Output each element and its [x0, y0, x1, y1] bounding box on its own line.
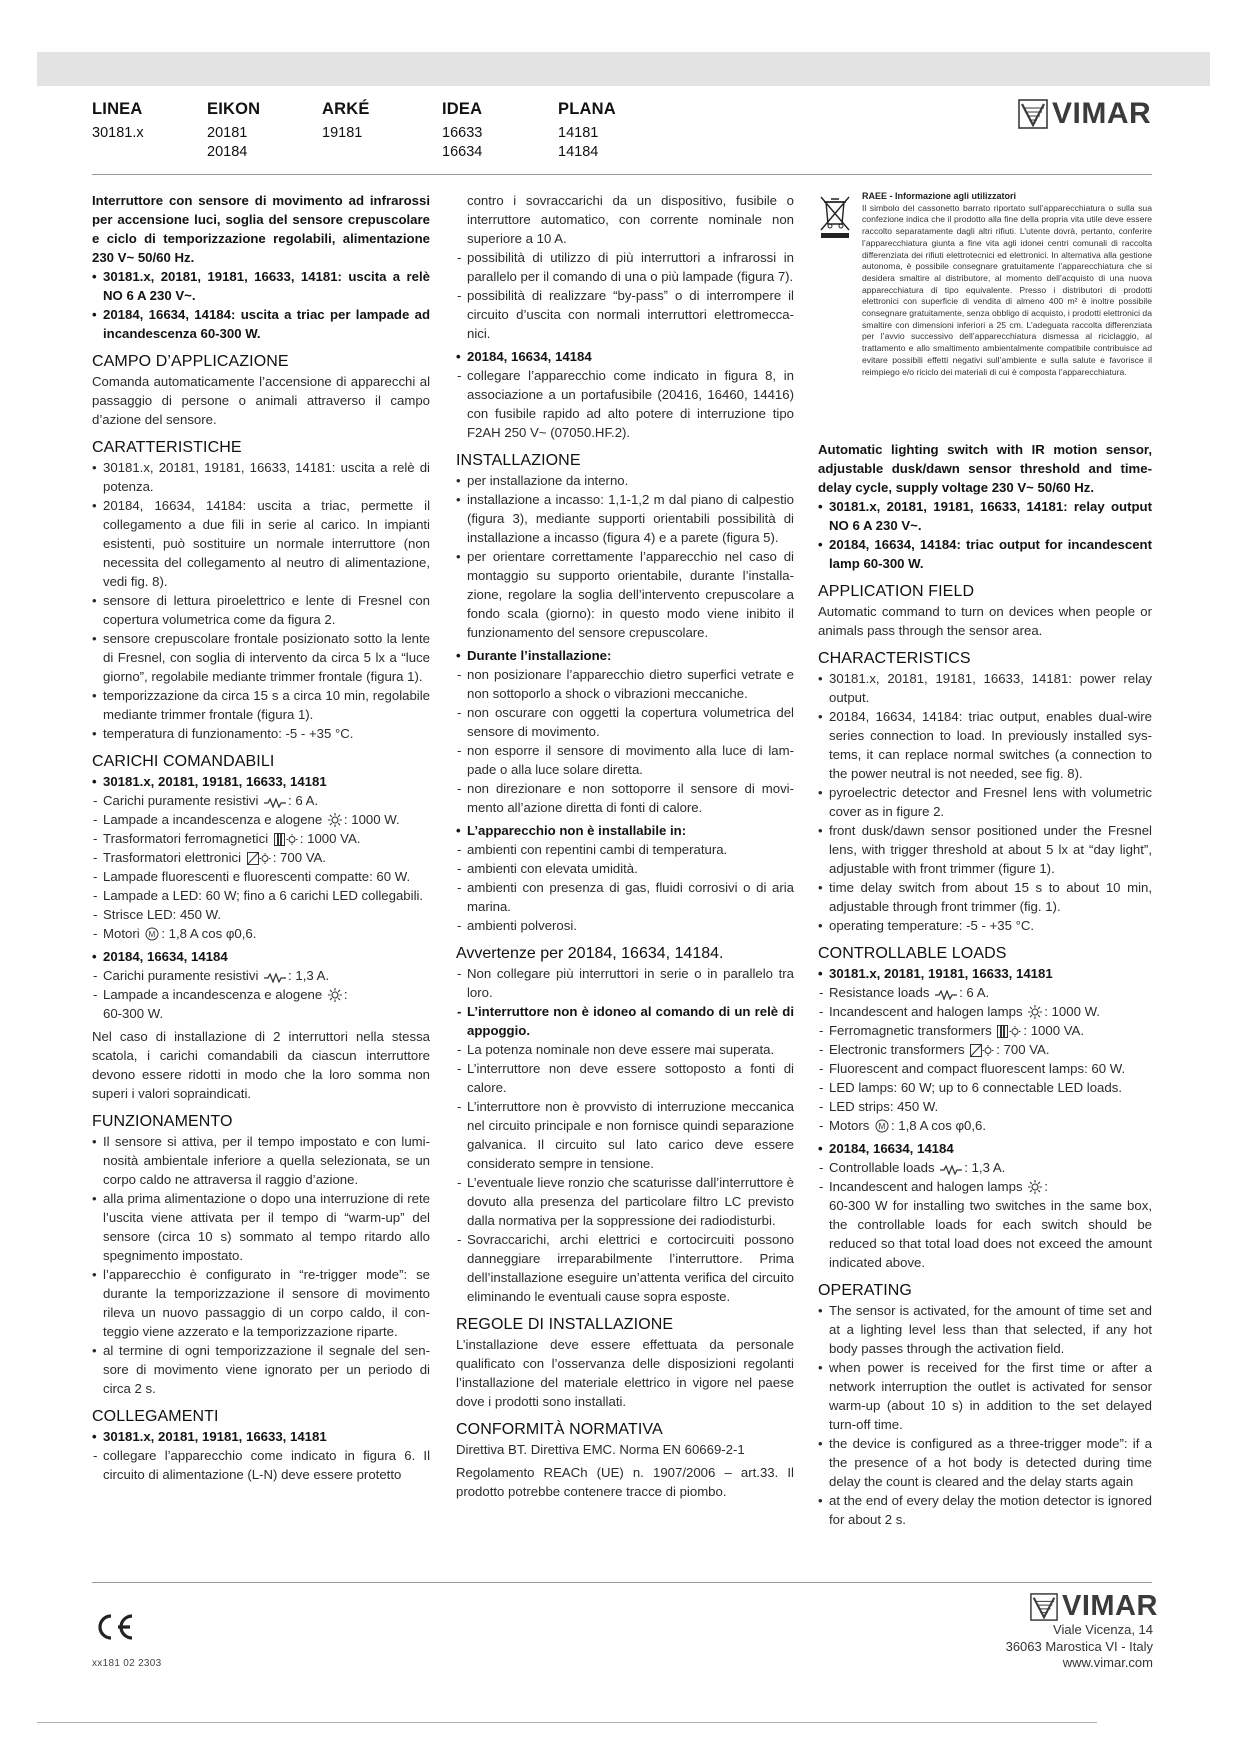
section-title: CONTROLLABLE LOADS: [818, 945, 1007, 962]
load-label: Trasformatori ferromagnetici: [103, 831, 269, 846]
intro-bullet: • 20184, 16634, 14184: uscita a triac per lampade ad incandescenza 60-300 W.: [92, 305, 430, 343]
address-line: Viale Vicenza, 14: [1053, 1622, 1153, 1637]
list-item: • per installazione da interno.: [456, 471, 794, 490]
load-value: : 1000 VA.: [299, 831, 361, 846]
list-item: [92, 810, 430, 829]
section-title: CARATTERISTICHE: [92, 439, 242, 456]
column-2: [456, 191, 794, 1501]
list-item: • 20184, 16634, 14184: uscita a triac, permette il collegamento a due fili in serie al carico. In impianti esistenti, può sostituire un normale interruttore (non necessita del collegamento al neutro di alimentazione, vedi fig. 8).: [92, 496, 430, 591]
load-value: : 700 VA.: [996, 1042, 1050, 1057]
list-item: - non oscurare con oggetti la copertura volumetrica del sensore di movimento.: [456, 703, 794, 741]
paragraph: Regolamento REACh (UE) n. 1907/2006 – art.33. Il prodotto potrebbe contenere tracce di piombo.: [456, 1465, 794, 1499]
list-item: - Sovraccarichi, archi elettrici e cortocircuiti possono danneggiare irreparabilmente l’interruttore. Prima dell’installazione eseguire un’attenta verifica del circuito eliminando le eventuali cause sopra esposte.: [456, 1230, 794, 1306]
list-item: - ambienti con presenza di gas, fluidi corrosivi o di aria marina.: [456, 878, 794, 916]
paragraph: L’installazione deve essere effettuata da personale qualificato con l’osservanza delle disposizioni regolanti l’installazione del materiale elettrico in vigore nel paese dove i prodotti sono installati.: [456, 1337, 794, 1409]
load-value: : 700 VA.: [272, 850, 326, 865]
svg-text:M: M: [878, 1122, 886, 1131]
list-item: • installazione a incasso: 1,1-1,2 m dal piano di calpestio (figura 3), mediante supporti orientabili possibilità di installazione a incasso (figura 4) e a parete (figura 5).: [456, 490, 794, 547]
line-plana: [558, 100, 616, 162]
list-item: • The sensor is activated, for the amount of time set and at a lighting level less than that selected, if any hot body passes through the activation field.: [818, 1301, 1152, 1358]
intro-text: Interruttore con sensore di movimento ad infrarossi per accensione luci, soglia del sensore crepuscolare e ciclo di temporizzazione regolabili, alimentazione 230 V~ 50/60 Hz.: [92, 193, 430, 265]
bottom-divider: [37, 1722, 1097, 1723]
ce-mark-icon: [92, 1612, 136, 1642]
section-title: CAMPO D’APPLICAZIONE: [92, 353, 289, 370]
list-item: - ambienti con repentini cambi di temperatura.: [456, 840, 794, 859]
header-bar: [37, 52, 1210, 86]
load-note: 60-300 W for installing two switches in the same box, the controllable loads for each switch should be reduced so that total load does not exceed the amount indicated above.: [829, 1198, 1152, 1270]
section-title: CONFORMITÀ NORMATIVA: [456, 1421, 663, 1438]
section-title: REGOLE DI INSTALLAZIONE: [456, 1316, 674, 1333]
crossed-bin-icon: [818, 194, 852, 238]
list-item: • Il sensore si attiva, per il tempo impostato e con luminosità ambientale inferiore a quella selezionata, se un corpo caldo ne attraversa il raggio d’azione.: [92, 1132, 430, 1189]
load-range: 60-300 W.: [103, 1006, 164, 1021]
list-item: • front dusk/dawn sensor positioned under the Fresnel lens, with trigger threshold at about 5 lx at “day light”, adjustable with front trimmer (figure 1).: [818, 821, 1152, 878]
intro-bullet: • 30181.x, 20181, 19181, 16633, 14181: relay output NO 6 A 230 V~.: [818, 497, 1152, 535]
line-name: EIKON: [207, 100, 261, 118]
lamp-icon: [1028, 1180, 1042, 1194]
load-label: Ferromagnetic transformers: [829, 1023, 992, 1038]
line-code: 14181: [558, 125, 599, 141]
load-value: : 1000 W.: [343, 812, 400, 827]
line-name: PLANA: [558, 100, 616, 118]
list-item: - possibilità di utilizzo di più interruttori a infrarossi in parallelo per il comando di una o più lampade (figura 7).: [456, 248, 794, 286]
section-title: CARICHI COMANDABILI: [92, 753, 275, 770]
website-link[interactable]: www.vimar.com: [1062, 1655, 1153, 1670]
line-linea: [92, 100, 144, 143]
load-value: : 1,3 A.: [964, 1160, 1006, 1175]
vimar-logo-icon: [1030, 1593, 1058, 1621]
list-item: - LED lamps: 60 W; up to 6 connectable LED loads.: [818, 1078, 1152, 1097]
motor-icon: [145, 927, 159, 941]
vimar-logo-icon: [1018, 99, 1048, 129]
load-label: Incandescent and halogen lamps: [829, 1179, 1023, 1194]
list-item: - collegare l’apparecchio come indicato in figura 6. Il circuito di alimentazione (L-N) deve essere protetto: [92, 1446, 430, 1484]
subsection-title: • 20184, 16634, 14184: [92, 947, 430, 966]
line-name: LINEA: [92, 100, 143, 118]
section-title: OPERATING: [818, 1282, 912, 1299]
list-item: • temperatura di funzionamento: -5 - +35 °C.: [92, 724, 430, 743]
section-title: FUNZIONAMENTO: [92, 1113, 233, 1130]
brand-name: VIMAR: [1062, 1590, 1158, 1622]
load-label: Carichi puramente resistivi: [103, 793, 259, 808]
list-item: - La potenza nominale non deve essere mai superata.: [456, 1040, 794, 1059]
load-value: : 1,3 A.: [288, 968, 330, 983]
product-lines: [92, 100, 972, 170]
load-label: Motors: [829, 1118, 870, 1133]
list-item: • at the end of every delay the motion detector is ignored for about 2 s.: [818, 1491, 1152, 1529]
list-item: [818, 1002, 1152, 1021]
line-name: ARKÉ: [322, 100, 370, 118]
line-eikon: [207, 100, 260, 162]
list-item: • temporizzazione da circa 15 s a circa 10 min, regolabile mediante trimmer frontale (figura 1).: [92, 686, 430, 724]
list-item: [818, 1040, 1152, 1059]
line-code: 30181.x: [92, 125, 144, 141]
list-item: - non direzionare e non sottoporre il sensore di movimento all’azione diretta di fonti di calore.: [456, 779, 794, 817]
list-item: [818, 1177, 1152, 1272]
load-label: Motori: [103, 926, 140, 941]
subsection-title: • 20184, 16634, 14184: [456, 347, 794, 366]
load-label: Lampade a incandescenza e alogene: [103, 812, 323, 827]
line-code: 16633: [442, 125, 483, 141]
brand-name: VIMAR: [1052, 97, 1152, 130]
list-item: [92, 791, 430, 810]
list-item: - Lampade fluorescenti e fluorescenti compatte: 60 W.: [92, 867, 430, 886]
load-value: :: [1044, 1179, 1048, 1194]
resistor-icon: [264, 798, 286, 808]
list-item: • the device is configured as a three-trigger mode”: if a the presence of a hot body is detected during time delay the count is cleared and the delay starts again: [818, 1434, 1152, 1491]
load-value: : 6 A.: [959, 985, 990, 1000]
subsection-title: • 20184, 16634, 14184: [818, 1139, 1152, 1158]
load-label: Lampade a incandescenza e alogene: [103, 987, 323, 1002]
address-line: 36063 Marostica VI - Italy: [1005, 1638, 1153, 1654]
footer-divider: [92, 1582, 1152, 1583]
line-arke: [322, 100, 370, 143]
subsection-title: • L’apparecchio non è installabile in:: [456, 821, 794, 840]
list-item: - non esporre il sensore di movimento alla luce di lampade o alla luce solare diretta.: [456, 741, 794, 779]
load-label: Trasformatori elettronici: [103, 850, 242, 865]
load-value: : 1000 W.: [1044, 1004, 1100, 1019]
list-item: - L’eventuale lieve ronzio che scaturisse dall’interruttore è dovuto alla presenza del particolare filtro LC previsto dalla normativa per la soppressione dei radiodisturbi.: [456, 1173, 794, 1230]
raee-notice: [818, 191, 1152, 411]
resistor-icon: [264, 973, 286, 983]
list-item: - Lampade a LED: 60 W; fino a 6 carichi LED collegabili.: [92, 886, 430, 905]
list-item: [92, 829, 430, 848]
paragraph: Automatic command to turn on devices when people or animals pass through the sensor area.: [818, 604, 1152, 638]
line-code: 19181: [322, 125, 363, 141]
subsection-title: • 30181.x, 20181, 19181, 16633, 14181: [92, 1427, 430, 1446]
subsection-title: • 30181.x, 20181, 19181, 16633, 14181: [92, 772, 430, 791]
list-item: • l’apparecchio è configurato in “re-trigger mode”: se durante la temporizzazione il sensore di movimento rileva un nuovo passaggio di un corpo caldo, il conteggio viene azzerato e la temporizzazione riparte.: [92, 1265, 430, 1341]
load-label: Incandescent and halogen lamps: [829, 1004, 1023, 1019]
section-title: COLLEGAMENTI: [92, 1408, 219, 1425]
electronic-transformer-icon: [970, 1044, 994, 1057]
column-1: [92, 191, 430, 1484]
ferromagnetic-transformer-icon: [997, 1025, 1021, 1038]
list-item: - collegare l’apparecchio come indicato in figura 8, in associazione a un portafusibile (20416, 16460, 14416) con fusibile rapido ad alto potere di interruzione tipo F2AH 250 V~ (07050.HF.2).: [456, 366, 794, 442]
section-title: CHARACTERISTICS: [818, 650, 971, 667]
load-value: : 6 A.: [288, 793, 319, 808]
intro-bullet: • 30181.x, 20181, 19181, 16633, 14181: uscita a relè NO 6 A 230 V~.: [92, 267, 430, 305]
list-item: - Fluorescent and compact fluorescent lamps: 60 W.: [818, 1059, 1152, 1078]
subsection-title: • Durante l’installazione:: [456, 646, 794, 665]
list-item: [818, 1116, 1152, 1135]
paragraph: Comanda automaticamente l’accensione di apparecchi al passaggio di persone o animali attraverso il campo d’azione del sensore.: [92, 374, 430, 427]
list-item: [818, 1021, 1152, 1040]
list-item: - L’interruttore non deve essere sottoposto a fonti di calore.: [456, 1059, 794, 1097]
list-item: - possibilità di realizzare “by-passˮ o di interrompere il circuito d’uscita con normali interruttori elettromeccanici.: [456, 286, 794, 343]
load-label: Electronic transformers: [829, 1042, 965, 1057]
list-item: • operating temperature: -5 - +35 °C.: [818, 916, 1152, 935]
load-label: Resistance loads: [829, 985, 930, 1000]
section-title: INSTALLAZIONE: [456, 452, 581, 469]
resistor-icon: [935, 990, 957, 1000]
list-item: • 30181.x, 20181, 19181, 16633, 14181: uscita a relè di potenza.: [92, 458, 430, 496]
company-address: [1006, 1622, 1153, 1672]
list-item: - Strisce LED: 450 W.: [92, 905, 430, 924]
raee-title: RAEE - Informazione agli utilizzatori: [862, 191, 1017, 201]
list-item: • 30181.x, 20181, 19181, 16633, 14181: power relay output.: [818, 669, 1152, 707]
list-item: • sensore di lettura piroelettrico e lente di Fresnel con copertura volumetrica come da figura 2.: [92, 591, 430, 629]
line-code: 20181: [207, 125, 248, 141]
intro-bullet: • 20184, 16634, 14184: triac output for incandescent lamp 60-300 W.: [818, 535, 1152, 573]
line-code: 20184: [207, 144, 248, 160]
list-item: [92, 848, 430, 867]
subsection-title: • 30181.x, 20181, 19181, 16633, 14181: [818, 964, 1152, 983]
list-item: - L’interruttore non è idoneo al comando di un relè di appoggio.: [456, 1002, 794, 1040]
paragraph: Nel caso di installazione di 2 interruttori nella stessa scatola, i carichi comandabili da ciascun interruttore devono essere ridotti in modo che la loro somma non superi i valori sopraindicati.: [92, 1029, 430, 1101]
list-item: • time delay switch from about 15 s to about 10 min, adjustable through front trimmer (fig. 1).: [818, 878, 1152, 916]
lamp-icon: [328, 988, 342, 1002]
section-title: APPLICATION FIELD: [818, 583, 975, 600]
list-item: - L’interruttore non è provvisto di interruzione meccanica nel circuito principale e non fornisce quindi separazione galvanica. Il circuito sul lato carico deve essere considerato sempre in tensione.: [456, 1097, 794, 1173]
list-item: [818, 1158, 1152, 1177]
paragraph: contro i sovraccarichi da un dispositivo, fusibile o interruttore automatico, con corrente nominale non superiore a 10 A.: [467, 193, 794, 246]
list-item: • when power is received for the first time or after a network interruption the outlet is activated for sensor warm-up (about 10 s) in addition to the set delayed turn-off time.: [818, 1358, 1152, 1434]
section-title: Avvertenze per 20184, 16634, 14184.: [456, 945, 724, 962]
line-name: IDEA: [442, 100, 483, 118]
document-reference: xx181 02 2303: [92, 1658, 162, 1669]
lamp-icon: [1028, 1005, 1042, 1019]
lamp-icon: [328, 813, 342, 827]
load-value: : 1000 VA.: [1023, 1023, 1084, 1038]
electronic-transformer-icon: [247, 852, 271, 865]
list-item: • sensore crepuscolare frontale posizionato sotto la lente di Fresnel, con soglia di intervento da circa 5 lx a “luce giorno”, regolabile mediante trimmer frontale (figura 1).: [92, 629, 430, 686]
list-item: [92, 985, 430, 1023]
vimar-logo-footer: [1030, 1590, 1158, 1623]
ferromagnetic-transformer-icon: [274, 833, 298, 846]
list-item: • alla prima alimentazione o dopo una interruzione di rete l’uscita viene attivata per il tempo di “warm-up” del sensore (circa 10 s) sommato al tempo ritardo allo spegnimento impostato.: [92, 1189, 430, 1265]
ce-mark: [92, 1612, 136, 1647]
list-item: - Non collegare più interruttori in serie o in parallelo tra loro.: [456, 964, 794, 1002]
load-label: Controllable loads: [829, 1160, 935, 1175]
paragraph: Direttiva BT. Direttiva EMC. Norma EN 60669-2-1: [456, 1442, 745, 1457]
list-item: [818, 983, 1152, 1002]
resistor-icon: [940, 1165, 962, 1175]
list-item: • al termine di ogni temporizzazione il segnale del sensore di movimento viene ignorato per un periodo di circa 2 s.: [92, 1341, 430, 1398]
list-item: - non posizionare l’apparecchio dietro superfici vetrate e non sottoporlo a shock o vibrazioni meccaniche.: [456, 665, 794, 703]
list-item: [92, 966, 430, 985]
raee-text-block: [862, 191, 1152, 378]
list-item: • pyroelectric detector and Fresnel lens with volumetric cover as in figure 2.: [818, 783, 1152, 821]
raee-body: Il simbolo del cassonetto barrato riportato sull’apparecchiatura o sulla sua confezione indica che il prodotto alla fine della propria vita utile deve essere raccolto separatamente dagli altri rifiuti. L’utente dovrà, pertanto, conferire l’apparecchiatura giunta a fine vita agli idonei centri comunali di raccolta differenziata dei rifiuti elettrotecnici ed elettronici. In alternativa alla gestione autonoma, è possibile consegnare gratuitamente l’apparecchiatura che si desidera smaltire al distributore, al momento dell’acquisto di una nuova apparecchiatura di tipo equivalente. Presso i distributori di prodotti elettronici con superficie di vendita di almeno 400 m² è inoltre possibile consegnare gratuitamente, senza obbligo di acquisto, i prodotti elettronici da smaltire con dimensioni inferiori a 25 cm. L’adeguata raccolta differenziata per l’avvio successivo dell’apparecchiatura dismessa al riciclaggio, al trattamento e allo smaltimento ambientalmente compatibile contribuisce ad evitare possibili effetti negativi sull’ambiente e sulla salute e favorisce il reimpiego e/o riciclo dei materiali di cui è composta l’apparecchiatura.: [862, 202, 1152, 377]
list-item: [92, 924, 430, 943]
line-code: 16634: [442, 144, 483, 160]
list-item: - ambienti polverosi.: [456, 916, 794, 935]
list-item: - LED strips: 450 W.: [818, 1097, 1152, 1116]
column-3: [818, 440, 1152, 1529]
line-idea: [442, 100, 482, 162]
intro-text: Automatic lighting switch with IR motion sensor, adjustable dusk/dawn sensor threshold and timedelay cycle, supply voltage 230 V~ 50/60 Hz.: [818, 442, 1152, 495]
list-item: • 20184, 16634, 14184: triac output, enables dual-wire series connection to load. In previously installed systems, it can replace normal switches (a connection to the power neutral is not needed, see fig. 8).: [818, 707, 1152, 783]
load-label: Carichi puramente resistivi: [103, 968, 259, 983]
motor-icon: [875, 1119, 889, 1133]
svg-text:M: M: [148, 930, 156, 939]
load-value: : 1,8 A cos φ0,6.: [161, 926, 257, 941]
line-code: 14184: [558, 144, 599, 160]
load-value: : 1,8 A cos φ0,6.: [890, 1118, 987, 1133]
list-item: • per orientare correttamente l’apparecchio nel caso di montaggio su supporto orientabile, durante l’installazione, regolare la soglia dell’intervento crepuscolare a fondo scala (giorno): in questo modo viene inibito il funzionamento del sensore crepuscolare.: [456, 547, 794, 642]
vimar-logo: [1018, 97, 1151, 131]
load-value: :: [343, 987, 348, 1002]
list-item: - ambienti con elevata umidità.: [456, 859, 794, 878]
header-divider: [92, 174, 1152, 175]
